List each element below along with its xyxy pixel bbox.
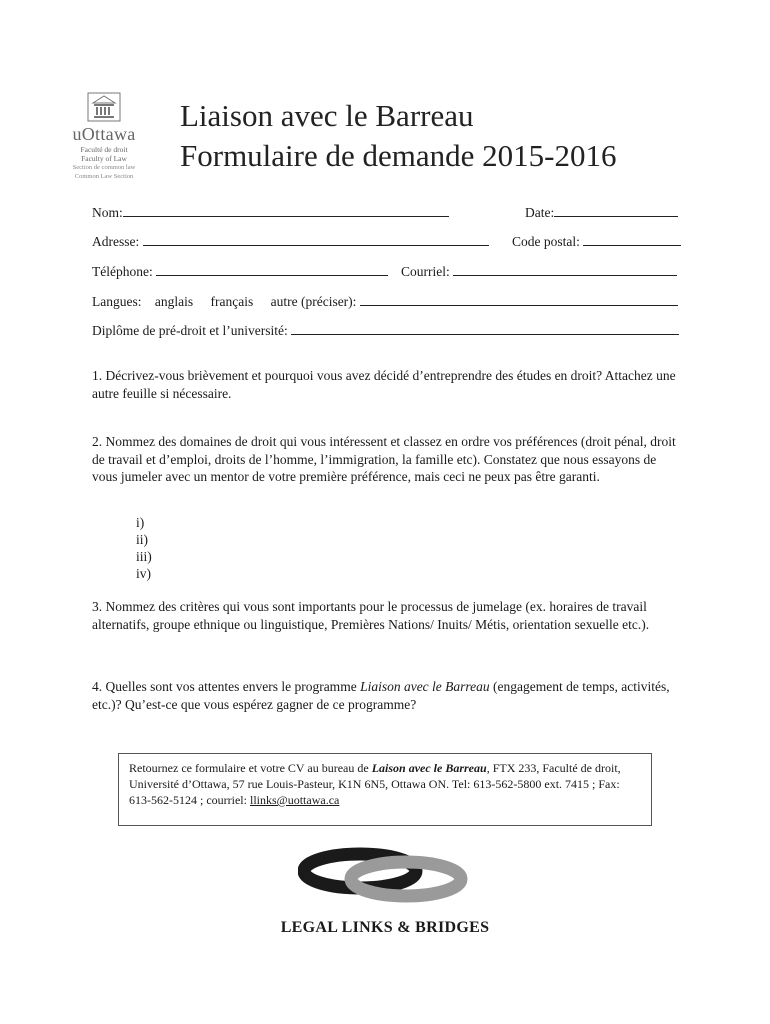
return-instructions-box: [118, 753, 652, 826]
nom-field[interactable]: [123, 203, 449, 217]
footer-title: LEGAL LINKS & BRIDGES: [280, 919, 490, 936]
diplome-row: [92, 321, 679, 339]
question-4: [92, 678, 682, 713]
list-item: iv): [136, 566, 151, 581]
langues-label: Langues:: [92, 294, 142, 309]
lang-autre[interactable]: autre (préciser):: [270, 294, 357, 309]
adresse-row: [92, 232, 489, 250]
question-1-text: 1. Décrivez-vous brièvement et pourquoi vous avez décidé d’entreprendre des études en droit? Attachez une autre feuille si nécessaire.: [92, 368, 676, 401]
question-2-list: [136, 514, 152, 582]
return-text-pre: Retournez ce formulaire et votre CV au bureau de: [129, 761, 372, 775]
code-postal-label: Code postal:: [512, 234, 580, 249]
langues-row: [92, 292, 678, 310]
telephone-label: Téléphone:: [92, 264, 153, 279]
date-field[interactable]: [554, 203, 678, 217]
question-1: [92, 367, 682, 402]
adresse-label: Adresse:: [92, 234, 140, 249]
logo-name: uOttawa: [72, 124, 136, 144]
return-program-name: Laison avec le Barreau: [371, 761, 487, 775]
question-4-program-name: Liaison avec le Barreau: [360, 679, 490, 694]
telephone-field[interactable]: [156, 262, 388, 276]
logo-section-fr: Section de common law: [72, 164, 136, 171]
code-postal-field[interactable]: [583, 232, 681, 246]
question-4-post: (engagement de temps, activités, etc.)? Qu’est-ce que vous espérez gagner de ce programme?: [92, 679, 670, 712]
courriel-row: [401, 262, 677, 280]
diplome-label: Diplôme de pré-droit et l’université:: [92, 323, 288, 338]
logo-section-en: Common Law Section: [74, 173, 134, 180]
email-link[interactable]: llinks@uottawa.ca: [249, 793, 340, 807]
page-title-line1: Liaison avec le Barreau: [180, 98, 474, 133]
list-item: i): [136, 515, 145, 530]
question-4-text: [92, 678, 682, 713]
courriel-field[interactable]: [453, 262, 677, 276]
courriel-label: Courriel:: [401, 264, 450, 279]
logo-faculty-fr: Faculté de droit: [80, 145, 128, 154]
code-postal-row: [512, 232, 681, 250]
page-title-line2: Formulaire de demande 2015-2016: [180, 138, 617, 173]
list-item: iii): [136, 549, 152, 564]
lang-autre-field[interactable]: [360, 292, 678, 306]
nom-row: [92, 203, 449, 221]
return-text-post: , FTX 233, Faculté de droit, Université d’Ottawa, 57 rue Louis-Pasteur, K1N 6N5, Ottawa ON. Tel: 613-562-5800 ext. 7415 ; Fax: 613-562-5124 ; courriel:: [129, 761, 621, 807]
date-row: [525, 203, 678, 221]
logo-faculty-en: Faculty of Law: [81, 154, 127, 163]
date-label: Date:: [525, 205, 555, 220]
lang-anglais[interactable]: anglais: [154, 294, 194, 309]
legal-links-rings-icon: [298, 845, 470, 905]
adresse-field[interactable]: [143, 232, 489, 246]
question-3: [92, 598, 682, 633]
question-2: [92, 433, 682, 486]
list-item: ii): [136, 532, 148, 547]
question-2-text: 2. Nommez des domaines de droit qui vous intéressent et classez en ordre vos préférences (droit pénal, droit de travail et d’emploi, droits de l’homme, l’immigration, la famille etc). Constatez que nous essayons de vous jumeler avec un mentor de votre première préférence, mais ceci ne peux pas être garanti.: [92, 434, 676, 484]
question-3-text: 3. Nommez des critères qui vous sont importants pour le processus de jumelage (ex. horaires de travail alternatifs, groupe ethnique ou linguistique, Premières Nations/ Inuits/ Métis, orientation sexuelle etc.).: [92, 599, 650, 632]
nom-label: Nom:: [92, 205, 123, 220]
university-building-icon: [87, 92, 121, 122]
diplome-field[interactable]: [291, 321, 679, 335]
question-4-pre: 4. Quelles sont vos attentes envers le programme: [92, 679, 361, 694]
telephone-row: [92, 262, 388, 280]
uottawa-logo: [58, 92, 150, 181]
lang-francais[interactable]: français: [210, 294, 254, 309]
